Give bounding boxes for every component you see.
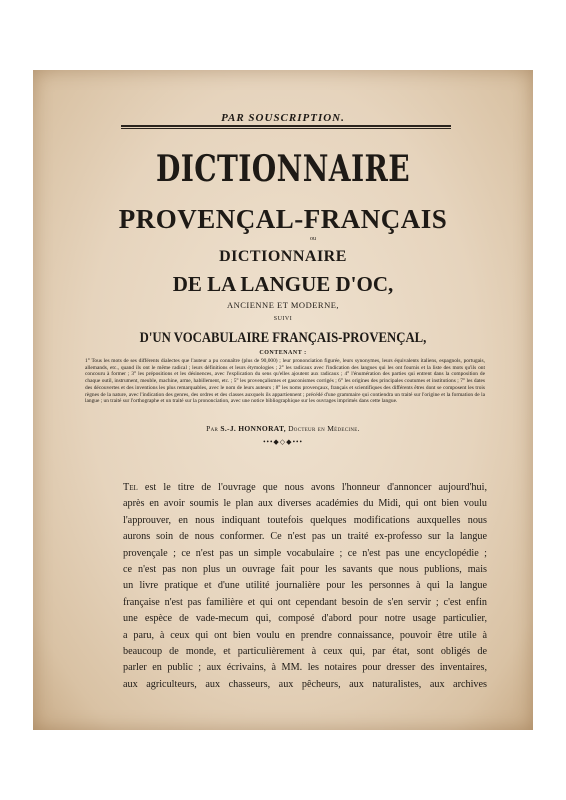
author-prefix: Par	[206, 424, 219, 433]
contents-paragraph: 1° Tous les mots de ses différents dialectes que l'auteur a pu connaître (plus de 90,000) ; leur prononciation figurée, leurs synonymes, leurs équivalents italiens, espagnols, portugais, allemands, etc., quand ils ont le même radical ; leurs définitions et leurs étymologies ; 2° les radicaux avec l'indication des langues qui les ont fournis et la liste des mots qu'ils ont concouru à former ; 3° les prépositions et les désinences, avec l'explication du sens qu'elles ajoutent aux radicaux ; 4° l'énumération des parties qui entrent dans la composition de chaque outil, instrument, meuble, machine, arme, habillement, etc. ; 5° les provençalismes et gasconismes corrigés ; 6° les origines des principales coutumes et institutions ; 7° les dates des découvertes et des inventions les plus remarquables, avec le nom de leurs auteurs ; 8° les noms provençaux, français et scientifiques des différents êtres dont se composent les trois règnes de la nature, avec l'indication des genres, des ordres et des classes auxquels ils appartiennent ; précédé d'une grammaire qui contiendra un traité sur l'origine et la formation de la langue ; un traité sur l'orthographe et un traité sur la prononciation, avec une notice bibliographique sur les ouvrages imprimés dans cette langue.	[85, 358, 485, 405]
body-line: ce n'est pas non plus un ouvrage fait pour les savants que nous publions, mais	[123, 564, 487, 576]
title-dictionnaire: DICTIONNAIRE	[155, 148, 410, 190]
body-line: provençale ; ce n'est pas un simple vocabulaire ; ce n'est pas une encyclopédie ;	[123, 547, 487, 559]
ornament-divider: •••◆◇◆•••	[263, 438, 303, 446]
title-suivi: SUIVI	[273, 316, 293, 322]
title-ou: ou	[310, 236, 316, 242]
title-dictionnaire-secondary: DICTIONNAIRE	[219, 248, 347, 265]
author-name: S.-J. HONNORAT,	[220, 424, 286, 433]
body-line: après en avoir soumis le plan aux diverses académies du Midi, qui ont bien voulu	[123, 498, 487, 510]
body-line: aurons soin de nous conformer. Ce n'est pas un traité ex-professo sur la langue	[123, 531, 487, 543]
top-rule	[121, 125, 451, 127]
body-line: une espèce de vade-mecum qui, composé d'abord pour notre usage particulier,	[123, 613, 487, 625]
body-paragraph	[123, 480, 487, 693]
title-contenant: CONTENANT :	[259, 350, 307, 356]
body-line: parler en public ; aux écrivains, à MM. les notaires pour dresser des inventaires,	[123, 662, 487, 674]
author-suffix: Docteur en Médecine.	[288, 424, 360, 433]
body-line: beaucoup de monde, et particulièrement à ceux qui, par état, sont obligés de	[123, 646, 487, 658]
scanned-page	[33, 70, 533, 730]
body-line: aux agriculteurs, aux chasseurs, aux pêcheurs, aux naturalistes, aux archives	[123, 678, 487, 690]
body-line: l'approuver, en nous indiquant toutefois quelques modifications auxquelles nous	[123, 514, 487, 526]
title-ancienne-moderne: ANCIENNE ET MODERNE,	[226, 300, 340, 310]
body-line: un livre pratique et d'une utilité journalière pour les personnes à qui la langue	[123, 580, 487, 592]
title-vocabulaire: D'UN VOCABULAIRE FRANÇAIS-PROVENÇAL,	[139, 330, 427, 346]
body-first-word: Tel	[123, 482, 138, 493]
body-line: a paru, à ceux qui ont bien voulu en prendre connaissance, pouvoir être utile à	[123, 629, 487, 641]
body-line: Tel est le titre de l'ouvrage que nous avons l'honneur d'annoncer aujourd'hui,	[123, 482, 487, 493]
author-line	[33, 424, 533, 433]
body-line: française n'est pas familière et qui ont cependant besoin de s'en servir ; c'est enfin	[123, 596, 487, 608]
title-langue-doc: DE LA LANGUE D'OC,	[172, 272, 394, 296]
top-rule-thin	[121, 128, 451, 129]
title-provencal-francais: PROVENÇAL-FRANÇAIS	[118, 204, 448, 234]
subscription-heading: PAR SOUSCRIPTION.	[221, 112, 345, 124]
